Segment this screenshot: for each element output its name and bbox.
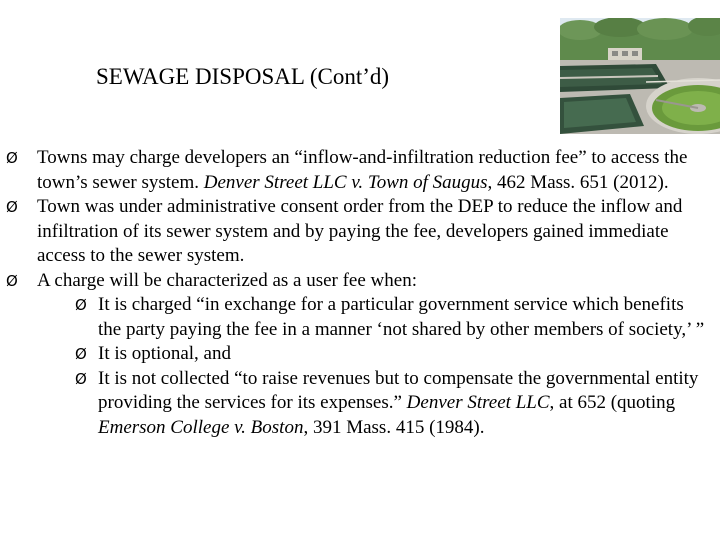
bullet-list xyxy=(0,146,720,440)
arrow-bullet-icon: Ø xyxy=(6,198,18,216)
case-citation: Denver Street LLC v. Town of Saugus xyxy=(203,171,488,193)
bullet-text-segment: , 462 Mass. 651 (2012). xyxy=(487,171,669,193)
bullet-item xyxy=(0,195,705,269)
slide-title: SEWAGE DISPOSAL (Cont’d) xyxy=(96,64,390,89)
bullet-item xyxy=(0,269,705,294)
bullet-item xyxy=(0,146,705,195)
arrow-bullet-icon: Ø xyxy=(6,271,18,290)
bullet-text-segment: , at 652 (quoting xyxy=(549,392,676,413)
bullet-text-segment: A charge will be characterized as a user fee when: xyxy=(37,269,417,291)
bullet-text xyxy=(98,367,708,441)
bullet-text-segment: Towns may charge developers an “inflow-and-infiltration reduction fee” to access the town’s sewer system. xyxy=(37,147,688,193)
bullet-text-segment: It is not collected “to raise revenues but to compensate the governmental entity providing the services for its expenses.” xyxy=(98,367,699,413)
bullet-text-segment: It is charged “in exchange for a particular government service which benefits the party paying the fee in a manner ‘not shared by other members of society,’ ” xyxy=(98,294,705,340)
arrow-bullet-icon: Ø xyxy=(6,149,18,167)
case-citation: Denver Street LLC xyxy=(406,392,550,413)
arrow-bullet-icon: Ø xyxy=(75,345,87,363)
bullet-text xyxy=(37,195,705,269)
arrow-bullet-icon: Ø xyxy=(75,369,87,388)
bullet-text xyxy=(37,269,705,294)
sub-bullet-item xyxy=(0,342,708,367)
bullet-text xyxy=(37,146,705,195)
wastewater-treatment-plant-photo xyxy=(560,18,720,134)
bullet-text-segment: , 391 Mass. 415 (1984). xyxy=(303,416,485,438)
bullet-text xyxy=(98,293,708,342)
bullet-text-segment: It is optional, and xyxy=(98,343,231,364)
case-citation: Emerson College v. Boston xyxy=(98,416,304,438)
sub-bullet-item xyxy=(0,367,708,441)
sub-bullet-item xyxy=(0,293,708,342)
bullet-text xyxy=(98,342,708,367)
arrow-bullet-icon: Ø xyxy=(75,296,87,314)
bullet-text-segment: Town was under administrative consent order from the DEP to reduce the inflow and infiltration of its sewer system and by paying the fee, developers gained immediate access to the sewer system. xyxy=(37,196,683,266)
